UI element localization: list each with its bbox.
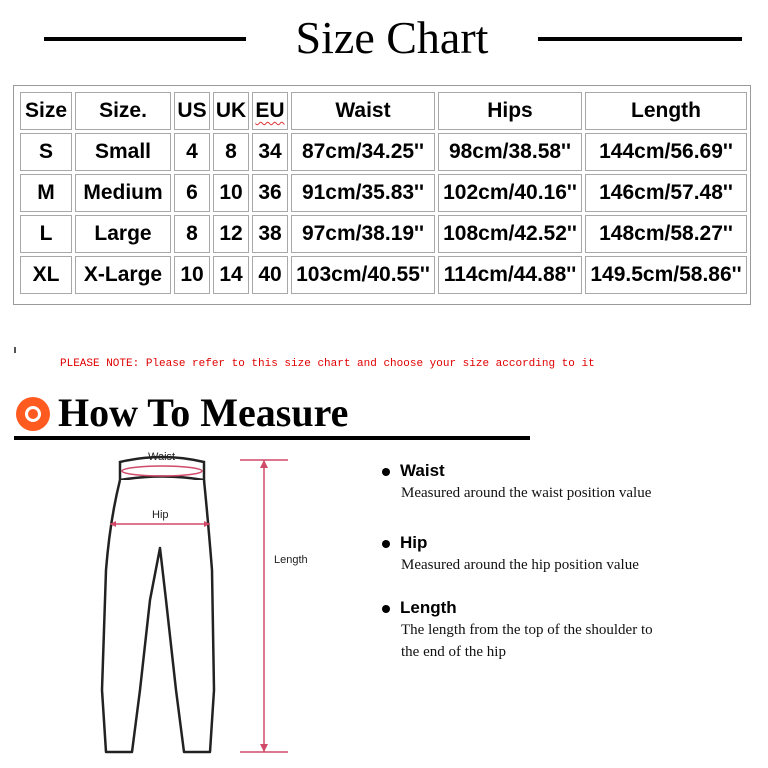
header-size-code: Size	[20, 92, 72, 130]
bullet-dot	[382, 468, 390, 476]
cell-hips: 102cm/40.16''	[438, 174, 582, 212]
title-rule-left	[44, 37, 246, 41]
cell-size-code: S	[20, 133, 72, 171]
header-hips: Hips	[438, 92, 582, 130]
cell-length: 144cm/56.69''	[585, 133, 747, 171]
bullet-dot	[382, 605, 390, 613]
length-arrow-bottom	[260, 744, 268, 752]
cell-waist: 103cm/40.55''	[291, 256, 435, 294]
table-row	[20, 256, 747, 294]
cell-size-code: M	[20, 174, 72, 212]
cell-size-name: Large	[75, 215, 171, 253]
length-description	[382, 597, 653, 663]
table-row	[20, 215, 747, 253]
leggings-illustration	[80, 440, 330, 762]
cell-us: 10	[174, 256, 210, 294]
hip-label: Hip	[152, 509, 169, 521]
cell-eu: 36	[252, 174, 288, 212]
cell-uk: 10	[213, 174, 249, 212]
cell-eu: 34	[252, 133, 288, 171]
size-table-grid	[17, 89, 750, 297]
how-to-measure-title: How To Measure	[58, 390, 349, 435]
header-size-name: Size.	[75, 92, 171, 130]
bullet-dot	[382, 540, 390, 548]
table-row	[20, 174, 747, 212]
header-uk: UK	[213, 92, 249, 130]
cell-us: 4	[174, 133, 210, 171]
waist-heading: Waist	[400, 461, 445, 480]
header-eu	[252, 92, 288, 130]
hip-description	[382, 532, 639, 576]
header-us: US	[174, 92, 210, 130]
cell-eu: 38	[252, 215, 288, 253]
cell-size-name: Medium	[75, 174, 171, 212]
stray-mark	[14, 347, 16, 353]
length-arrow-top	[260, 460, 268, 468]
cell-uk: 12	[213, 215, 249, 253]
header-length: Length	[585, 92, 747, 130]
table-header-row	[20, 92, 747, 130]
cell-size-code: XL	[20, 256, 72, 294]
size-table	[13, 85, 751, 305]
title-rule-right	[538, 37, 742, 41]
hip-heading: Hip	[400, 533, 428, 552]
cell-hips: 108cm/42.52''	[438, 215, 582, 253]
cell-hips: 114cm/44.88''	[438, 256, 582, 294]
cell-size-name: X-Large	[75, 256, 171, 294]
length-heading: Length	[400, 598, 457, 617]
page-title: Size Chart	[295, 12, 489, 63]
cell-uk: 8	[213, 133, 249, 171]
size-chart-header	[0, 0, 768, 76]
cell-length: 148cm/58.27''	[585, 215, 747, 253]
cell-size-code: L	[20, 215, 72, 253]
cell-eu: 40	[252, 256, 288, 294]
cell-hips: 98cm/38.58''	[438, 133, 582, 171]
cell-length: 146cm/57.48''	[585, 174, 747, 212]
leggings-diagram	[80, 440, 330, 762]
cell-size-name: Small	[75, 133, 171, 171]
table-row	[20, 133, 747, 171]
size-note: PLEASE NOTE: Please refer to this size chart and choose your size according to it	[60, 358, 595, 370]
header-eu-label: EU	[255, 99, 285, 122]
cell-us: 8	[174, 215, 210, 253]
cell-waist: 87cm/34.25''	[291, 133, 435, 171]
header-waist: Waist	[291, 92, 435, 130]
waist-label: Waist	[148, 451, 176, 463]
cell-waist: 91cm/35.83''	[291, 174, 435, 212]
waist-description	[382, 460, 651, 504]
cell-length: 149.5cm/58.86''	[585, 256, 747, 294]
cell-waist: 97cm/38.19''	[291, 215, 435, 253]
length-text-line-1: The length from the top of the shoulder to	[401, 622, 653, 638]
hip-text: Measured around the hip position value	[401, 557, 639, 573]
waist-text: Measured around the waist position value	[401, 485, 652, 501]
length-text-line-2: the end of the hip	[401, 644, 506, 660]
length-label: Length	[274, 554, 308, 566]
cell-uk: 14	[213, 256, 249, 294]
target-circle-icon	[16, 397, 50, 431]
cell-us: 6	[174, 174, 210, 212]
